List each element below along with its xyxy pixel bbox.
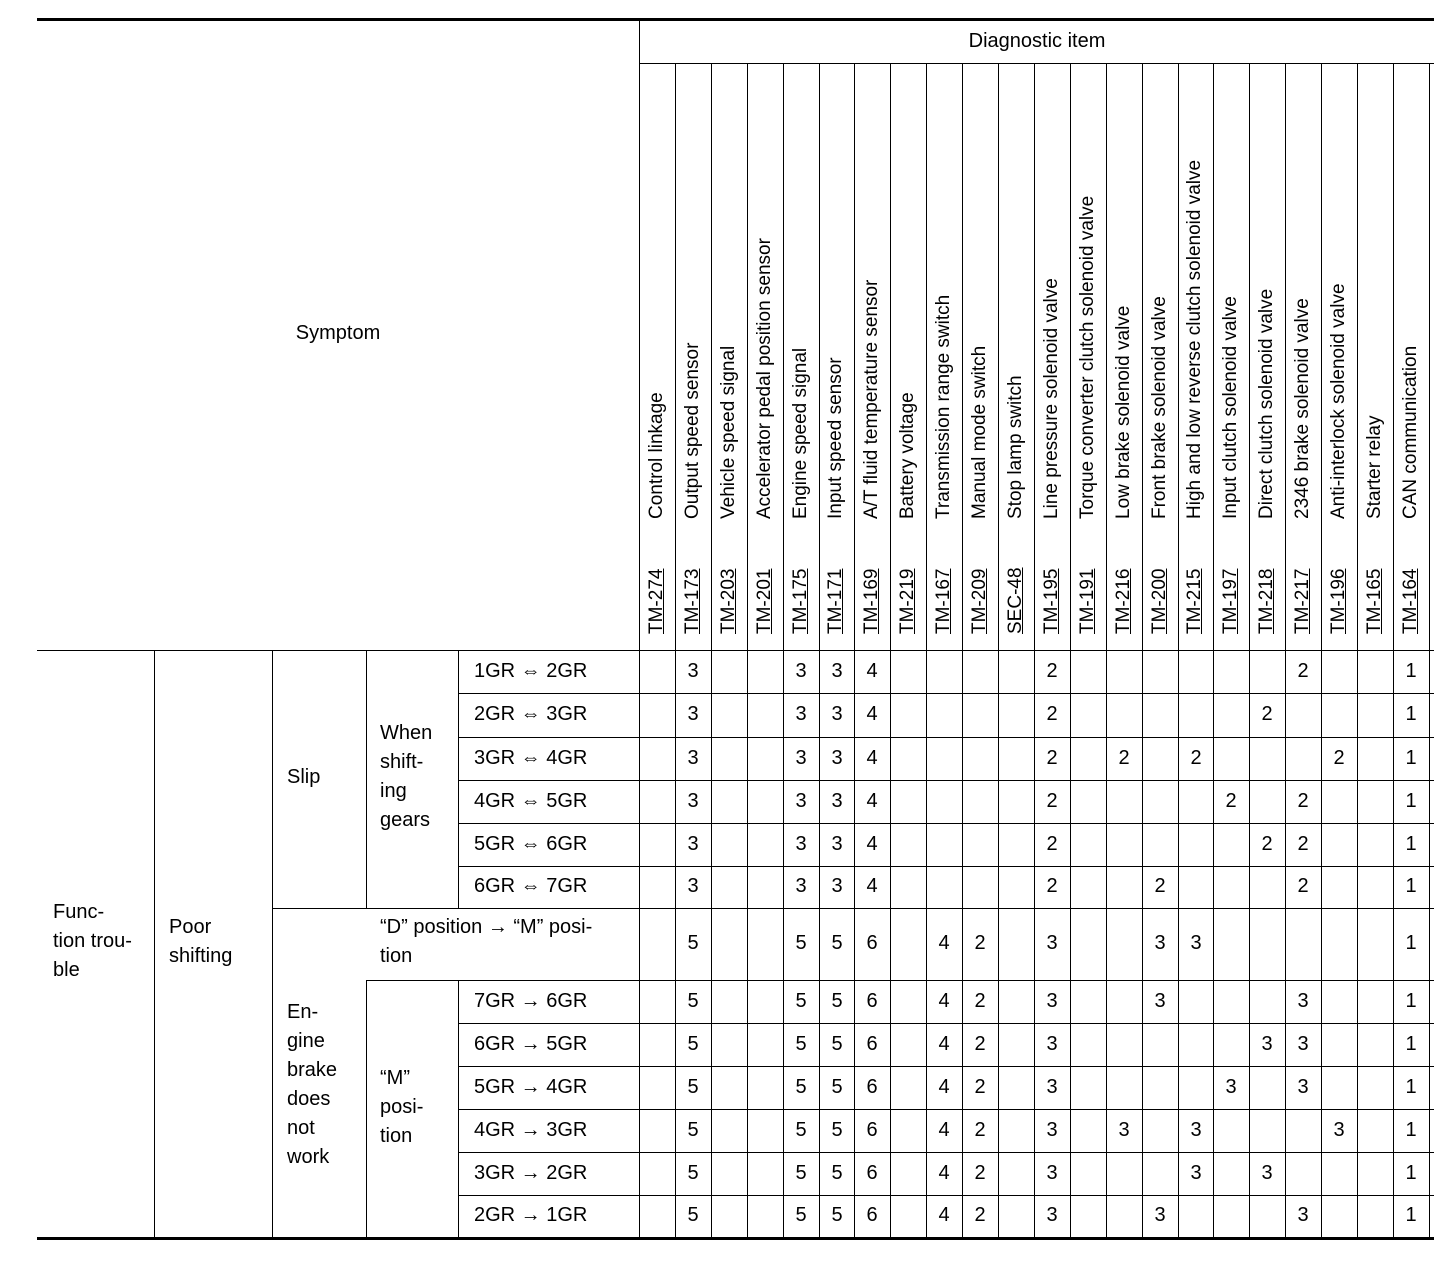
column-rule bbox=[1213, 63, 1214, 1238]
table-cell: 6 bbox=[866, 990, 878, 1012]
row-rule bbox=[458, 1023, 1434, 1024]
table-cell: 1 bbox=[1405, 1033, 1417, 1055]
table-cell: 1 bbox=[1405, 1204, 1417, 1226]
table-cell: 4 bbox=[938, 1076, 950, 1098]
table-cell: 2 bbox=[974, 990, 986, 1012]
diagnostic-item-name: CAN communication bbox=[1400, 345, 1421, 519]
row-label: 2GR → 1GR bbox=[474, 1204, 588, 1226]
top-border bbox=[37, 18, 1434, 21]
col-divider-3b bbox=[366, 980, 367, 1238]
diagnostic-item-ref: TM-191 bbox=[1077, 568, 1098, 634]
table-cell: 2 bbox=[974, 1162, 986, 1184]
table-cell: 3 bbox=[1190, 1119, 1202, 1141]
column-rule bbox=[1429, 63, 1430, 1238]
table-cell: 2 bbox=[974, 1076, 986, 1098]
symptom-header: Symptom bbox=[295, 322, 381, 344]
symptom-d-to-m: “D” position → “M” posi- tion bbox=[380, 916, 593, 967]
table-cell: 3 bbox=[1297, 1076, 1309, 1098]
diagnostic-item-name: Output speed sensor bbox=[682, 342, 703, 519]
column-rule bbox=[1142, 63, 1143, 1238]
table-cell: 5 bbox=[687, 990, 699, 1012]
table-cell: 3 bbox=[1333, 1119, 1345, 1141]
diagnostic-item-ref: SEC-48 bbox=[1005, 567, 1026, 634]
row-label: 6GR ⇔ 7GR bbox=[474, 875, 588, 897]
table-cell: 3 bbox=[1046, 1119, 1058, 1141]
table-cell: 3 bbox=[1046, 1033, 1058, 1055]
table-cell: 5 bbox=[795, 1076, 807, 1098]
table-cell: 4 bbox=[866, 747, 878, 769]
column-rule bbox=[1106, 63, 1107, 1238]
table-cell: 6 bbox=[866, 1162, 878, 1184]
row-label: 5GR → 4GR bbox=[474, 1076, 588, 1098]
symptom-m-position: “M” posi- tion bbox=[380, 1067, 424, 1147]
row-rule bbox=[458, 693, 1434, 694]
table-cell: 4 bbox=[938, 1119, 950, 1141]
row-rule bbox=[458, 866, 1434, 867]
symptom-divider bbox=[639, 18, 640, 1238]
table-cell: 1 bbox=[1405, 990, 1417, 1012]
table-cell: 3 bbox=[1046, 1204, 1058, 1226]
table-cell: 4 bbox=[866, 703, 878, 725]
column-rule bbox=[926, 63, 927, 1238]
table-cell: 4 bbox=[938, 932, 950, 954]
row-label: 1GR ⇔ 2GR bbox=[474, 660, 588, 682]
table-cell: 2 bbox=[1118, 747, 1130, 769]
row-rule bbox=[458, 1066, 1434, 1067]
table-cell: 6 bbox=[866, 932, 878, 954]
table-cell: 4 bbox=[866, 875, 878, 897]
column-rule bbox=[962, 63, 963, 1238]
table-cell: 5 bbox=[795, 990, 807, 1012]
table-cell: 1 bbox=[1405, 932, 1417, 954]
table-cell: 5 bbox=[687, 1204, 699, 1226]
table-cell: 3 bbox=[831, 660, 843, 682]
diagnostic-item-name: High and low reverse clutch solenoid valve bbox=[1184, 159, 1205, 519]
column-rule bbox=[854, 63, 855, 1238]
table-cell: 3 bbox=[687, 875, 699, 897]
diagnostic-item-ref: TM-203 bbox=[718, 568, 739, 634]
table-cell: 2 bbox=[1225, 790, 1237, 812]
table-cell: 3 bbox=[795, 747, 807, 769]
table-cell: 1 bbox=[1405, 747, 1417, 769]
header-bottom-rule bbox=[37, 650, 1434, 651]
column-rule bbox=[998, 63, 999, 1238]
table-cell: 5 bbox=[687, 1076, 699, 1098]
diagnostic-item-name: Starter relay bbox=[1364, 415, 1385, 519]
row-label: 4GR → 3GR bbox=[474, 1119, 588, 1141]
table-cell: 2 bbox=[1046, 703, 1058, 725]
row-rule bbox=[458, 780, 1434, 781]
table-cell: 2 bbox=[974, 932, 986, 954]
table-cell: 2 bbox=[974, 1033, 986, 1055]
table-cell: 4 bbox=[866, 660, 878, 682]
table-cell: 3 bbox=[1297, 1204, 1309, 1226]
table-cell: 3 bbox=[1118, 1119, 1130, 1141]
table-cell: 2 bbox=[1154, 875, 1166, 897]
table-cell: 5 bbox=[831, 1119, 843, 1141]
diagnostic-item-name: Control linkage bbox=[646, 392, 667, 519]
table-cell: 3 bbox=[1297, 1033, 1309, 1055]
diagnostic-item-ref: TM-195 bbox=[1041, 568, 1062, 634]
table-cell: 5 bbox=[687, 1119, 699, 1141]
bottom-border bbox=[37, 1237, 1434, 1240]
table-cell: 4 bbox=[938, 990, 950, 1012]
table-cell: 2 bbox=[1046, 747, 1058, 769]
diagnostic-item-name: Vehicle speed signal bbox=[718, 345, 739, 519]
table-cell: 3 bbox=[795, 833, 807, 855]
diagnostic-item-name: Direct clutch solenoid valve bbox=[1256, 288, 1277, 519]
table-cell: 5 bbox=[687, 932, 699, 954]
row-rule bbox=[458, 737, 1434, 738]
table-cell: 3 bbox=[1046, 990, 1058, 1012]
table-cell: 5 bbox=[795, 932, 807, 954]
table-cell: 3 bbox=[687, 703, 699, 725]
table-cell: 4 bbox=[866, 790, 878, 812]
table-cell: 1 bbox=[1405, 833, 1417, 855]
diagnostic-item-name: Stop lamp switch bbox=[1005, 375, 1026, 519]
symptom-when-shifting: When shift- ing gears bbox=[380, 722, 433, 831]
table-cell: 3 bbox=[687, 747, 699, 769]
diagnostic-item-name: Engine speed signal bbox=[790, 347, 811, 519]
column-rule bbox=[819, 63, 820, 1238]
table-cell: 2 bbox=[1297, 833, 1309, 855]
table-cell: 2 bbox=[1046, 790, 1058, 812]
diagnostic-item-ref: TM-169 bbox=[861, 568, 882, 634]
diagnostic-item-name: Line pressure solenoid valve bbox=[1041, 278, 1062, 519]
table-cell: 3 bbox=[1261, 1162, 1273, 1184]
symptom-engine-brake: En- gine brake does not work bbox=[287, 1001, 338, 1168]
row-label: 5GR ⇔ 6GR bbox=[474, 833, 588, 855]
table-cell: 1 bbox=[1405, 790, 1417, 812]
diagnostic-item-name: Front brake solenoid valve bbox=[1149, 296, 1170, 519]
column-rule bbox=[711, 63, 712, 1238]
row-rule bbox=[458, 1195, 1434, 1196]
table-cell: 5 bbox=[831, 1162, 843, 1184]
table-cell: 3 bbox=[1154, 1204, 1166, 1226]
diagnostic-item-ref: TM-165 bbox=[1364, 568, 1385, 634]
table-cell: 5 bbox=[795, 1119, 807, 1141]
diagnostic-item-name: Battery voltage bbox=[897, 392, 918, 519]
table-cell: 6 bbox=[866, 1204, 878, 1226]
table-cell: 3 bbox=[1261, 1033, 1273, 1055]
row-label: 3GR → 2GR bbox=[474, 1162, 588, 1184]
table-cell: 5 bbox=[795, 1033, 807, 1055]
column-rule bbox=[1321, 63, 1322, 1238]
table-cell: 3 bbox=[831, 790, 843, 812]
column-rule bbox=[1249, 63, 1250, 1238]
table-cell: 5 bbox=[687, 1162, 699, 1184]
table-cell: 2 bbox=[1261, 833, 1273, 855]
table-cell: 4 bbox=[938, 1204, 950, 1226]
table-cell: 3 bbox=[831, 747, 843, 769]
table-cell: 3 bbox=[831, 833, 843, 855]
table-cell: 2 bbox=[1261, 703, 1273, 725]
table-cell: 3 bbox=[1297, 990, 1309, 1012]
col-divider-4a bbox=[458, 650, 459, 908]
table-cell: 5 bbox=[795, 1204, 807, 1226]
table-cell: 3 bbox=[831, 875, 843, 897]
table-cell: 2 bbox=[1046, 833, 1058, 855]
table-cell: 3 bbox=[795, 660, 807, 682]
diagnostic-item-ref: TM-175 bbox=[790, 568, 811, 634]
column-rule bbox=[1393, 63, 1394, 1238]
table-cell: 3 bbox=[1154, 932, 1166, 954]
table-cell: 4 bbox=[866, 833, 878, 855]
table-cell: 3 bbox=[795, 790, 807, 812]
diagnostic-item-ref: TM-167 bbox=[933, 568, 954, 634]
diagnostic-item-name: Manual mode switch bbox=[969, 345, 990, 519]
table-cell: 2 bbox=[1046, 875, 1058, 897]
symptom-poor-shifting: Poor shifting bbox=[169, 916, 233, 967]
row-label: 3GR ⇔ 4GR bbox=[474, 747, 588, 769]
table-cell: 3 bbox=[687, 790, 699, 812]
table-cell: 1 bbox=[1405, 1119, 1417, 1141]
diagnostic-item-ref: TM-200 bbox=[1149, 568, 1170, 634]
symptom-slip: Slip bbox=[287, 766, 321, 788]
table-cell: 3 bbox=[1190, 932, 1202, 954]
diagnostic-item-ref: TM-196 bbox=[1328, 568, 1349, 634]
diagnostic-item-ref: TM-164 bbox=[1400, 568, 1421, 634]
diagnostic-item-ref: TM-173 bbox=[682, 568, 703, 634]
table-cell: 3 bbox=[1046, 1076, 1058, 1098]
table-cell: 5 bbox=[795, 1162, 807, 1184]
table-cell: 6 bbox=[866, 1033, 878, 1055]
diagnostic-item-ref: TM-274 bbox=[646, 568, 667, 634]
diagnostic-item-ref: TM-171 bbox=[825, 568, 846, 634]
table-cell: 5 bbox=[831, 1033, 843, 1055]
table-cell: 2 bbox=[1333, 747, 1345, 769]
row-rule bbox=[458, 823, 1434, 824]
table-cell: 2 bbox=[1046, 660, 1058, 682]
diagnostic-item-ref: TM-197 bbox=[1220, 568, 1241, 634]
column-rule bbox=[1070, 63, 1071, 1238]
table-cell: 3 bbox=[1154, 990, 1166, 1012]
diagnostic-item-name: Input clutch solenoid valve bbox=[1220, 296, 1241, 519]
symptom-function-trouble: Func- tion trou- ble bbox=[53, 901, 132, 981]
table-cell: 3 bbox=[831, 703, 843, 725]
diagnostic-item-ref: TM-201 bbox=[754, 568, 775, 634]
row-rule bbox=[366, 980, 1434, 981]
table-cell: 6 bbox=[866, 1119, 878, 1141]
col-divider-2 bbox=[272, 650, 273, 1238]
diagnostic-item-header: Diagnostic item bbox=[968, 30, 1106, 52]
table-cell: 4 bbox=[938, 1162, 950, 1184]
table-cell: 1 bbox=[1405, 660, 1417, 682]
diagnostic-item-name: Transmission range switch bbox=[933, 294, 954, 519]
table-cell: 2 bbox=[1190, 747, 1202, 769]
table-cell: 3 bbox=[687, 833, 699, 855]
column-rule bbox=[747, 63, 748, 1238]
row-rule bbox=[272, 908, 1434, 909]
table-cell: 1 bbox=[1405, 1162, 1417, 1184]
diagnostic-item-name: Anti-interlock solenoid valve bbox=[1328, 283, 1349, 519]
column-rule bbox=[675, 63, 676, 1238]
col-divider-1 bbox=[154, 650, 155, 1238]
diagnostic-item-ref: TM-219 bbox=[897, 568, 918, 634]
table-cell: 2 bbox=[974, 1119, 986, 1141]
diagnostic-header-rule bbox=[640, 63, 1434, 64]
table-cell: 3 bbox=[795, 703, 807, 725]
table-cell: 3 bbox=[687, 660, 699, 682]
row-label: 7GR → 6GR bbox=[474, 990, 588, 1012]
diagnostic-item-ref: TM-217 bbox=[1292, 568, 1313, 634]
table-cell: 3 bbox=[1225, 1076, 1237, 1098]
column-rule bbox=[783, 63, 784, 1238]
diagnostic-item-ref: TM-215 bbox=[1184, 568, 1205, 634]
table-cell: 5 bbox=[831, 1204, 843, 1226]
row-rule bbox=[458, 1109, 1434, 1110]
table-cell: 3 bbox=[1190, 1162, 1202, 1184]
table-cell: 5 bbox=[831, 1076, 843, 1098]
table-cell: 5 bbox=[831, 932, 843, 954]
row-label: 4GR ⇔ 5GR bbox=[474, 790, 588, 812]
column-rule bbox=[890, 63, 891, 1238]
table-cell: 4 bbox=[938, 1033, 950, 1055]
column-rule bbox=[1034, 63, 1035, 1238]
diagnostic-item-name: Low brake solenoid valve bbox=[1113, 305, 1134, 519]
table-cell: 3 bbox=[1046, 932, 1058, 954]
table-cell: 1 bbox=[1405, 1076, 1417, 1098]
column-rule bbox=[1178, 63, 1179, 1238]
table-cell: 2 bbox=[1297, 790, 1309, 812]
diagnostic-item-name: Input speed sensor bbox=[825, 357, 846, 519]
table-cell: 1 bbox=[1405, 875, 1417, 897]
table-cell: 6 bbox=[866, 1076, 878, 1098]
diagnostic-item-ref: TM-209 bbox=[969, 568, 990, 634]
table-cell: 3 bbox=[1046, 1162, 1058, 1184]
diagnostic-item-name: Torque converter clutch solenoid valve bbox=[1077, 195, 1098, 519]
diagnostic-item-ref: TM-218 bbox=[1256, 568, 1277, 634]
table-cell: 5 bbox=[687, 1033, 699, 1055]
table-cell: 2 bbox=[1297, 660, 1309, 682]
table-cell: 5 bbox=[831, 990, 843, 1012]
table-cell: 2 bbox=[974, 1204, 986, 1226]
table-cell: 2 bbox=[1297, 875, 1309, 897]
diagnostic-item-name: 2346 brake solenoid valve bbox=[1292, 298, 1313, 519]
row-label: 6GR → 5GR bbox=[474, 1033, 588, 1055]
table-cell: 3 bbox=[795, 875, 807, 897]
column-rule bbox=[1285, 63, 1286, 1238]
column-rule bbox=[1357, 63, 1358, 1238]
diagnostic-item-name: Accelerator pedal position sensor bbox=[754, 238, 775, 519]
col-divider-3a bbox=[366, 650, 367, 908]
table-cell: 1 bbox=[1405, 703, 1417, 725]
row-label: 2GR ⇔ 3GR bbox=[474, 703, 588, 725]
row-rule bbox=[458, 1152, 1434, 1153]
diagnostic-item-name: A/T fluid temperature sensor bbox=[861, 279, 882, 519]
diagnostic-item-ref: TM-216 bbox=[1113, 568, 1134, 634]
